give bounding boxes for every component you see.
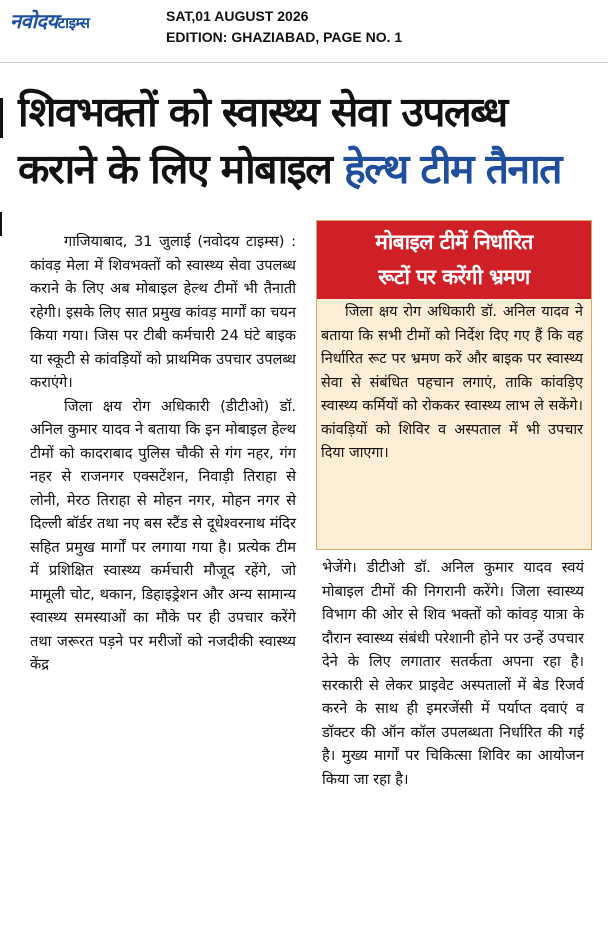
- masthead: [0, 0, 608, 52]
- headline-line-2: [18, 141, 603, 198]
- sidebox-heading-line-1: मोबाइल टीमें निर्धारित: [375, 230, 533, 254]
- article-paragraph-2: जिला क्षय रोग अधिकारी (डीटीओ) डॉ. अनिल कुमार यादव ने बताया कि इन मोबाइल हेल्थ टीमों को कादराबाद पुलिस चौकी से गंग नहर, गंग नहर से राजनगर एक्सटेंशन, निवाड़ी तिराहा से लोनी, मेरठ तिराहा से मोहन नगर, मोहन नगर से दिल्ली बॉर्डर तथा नए बस स्टैंड से दूधेश्वरनाथ मंदिर सहित प्रमुख मार्गों पर लगाया गया है। प्रत्येक टीम में प्रशिक्षित स्वास्थ्य कर्मचारी मौजूद रहेंगे, जो मामूली चोट, थकान, डिहाइड्रेशन और अन्य सामान्य स्वास्थ्य समस्याओं का मौके पर ही उपचार करेंगे तथा जरूरत पड़ने पर मरीजों को नजदीकी स्वास्थ्य केंद्र: [30, 397, 296, 673]
- article-paragraph-1: गाजियाबाद, 31 जुलाई (नवोदय टाइम्स) : कांवड़ मेला में शिवभक्तों को स्वास्थ्य सेवा उपलब्ध कराने के लिए अब मोबाइल हेल्थ टीमों भी तैनाती रहेगी। इसके लिए सात प्रमुख कांवड़ मार्गों का चयन किया गया। जिस पर टीबी कर्मचारी 24 घंटे बाइक या स्कूटी से कांवड़ियों को प्राथमिक उपचार उपलब्ध कराएंगे।: [30, 233, 296, 391]
- left-margin-mark: [0, 98, 3, 138]
- newspaper-logo: [10, 8, 138, 34]
- edition-line: EDITION: GHAZIABAD, PAGE NO. 1: [166, 29, 403, 45]
- headline: [18, 84, 603, 198]
- article-column-2: भेजेंगे। डीटीओ डॉ. अनिल कुमार यादव स्वयं मोबाइल टीमों की निगरानी करेंगे। जिला स्वास्थ्य विभाग की ओर से शिव भक्तों को कांवड़ यात्रा के दौरान स्वास्थ्य संबंधी परेशानी होने पर उन्हें उपचार देने के लिए लगातार सतर्कता अपना रहा है। सरकारी से लेकर प्राइवेट अस्पतालों में बेड रिजर्व करने के साथ ही इमरजेंसी में पर्याप्त दवाएं व डॉक्टर की ऑन कॉल उपलब्धता निर्धारित की गई है। मुख्य मार्गों पर चिकित्सा शिविर का आयोजन किया जा रहा है।: [322, 559, 584, 788]
- edition-info: [166, 6, 402, 48]
- sidebox-heading: [317, 221, 591, 299]
- article-column-1: [30, 230, 296, 677]
- headline-line-1: शिवभक्तों को स्वास्थ्य सेवा उपलब्ध: [18, 88, 507, 136]
- sidebox: [316, 220, 592, 550]
- sidebox-heading-line-2: रूटों पर करेंगी भ्रमण: [378, 265, 530, 289]
- cut-text-strip: [0, 52, 608, 63]
- headline-line-2-black: कराने के लिए मोबाइल: [18, 145, 332, 193]
- sidebox-body: जिला क्षय रोग अधिकारी डॉ. अनिल यादव ने बताया कि सभी टीमों को निर्देश दिए गए हैं कि वह निर्धारित रूट पर भ्रमण करें और बाइक पर स्वास्थ्य सेवा से संबंधित पहचान लगाएं, ताकि कांवड़िए स्वास्थ्य कर्मियों को रोककर स्वास्थ्य लाभ ले सकेंगे। कांवड़ियों को शिविर व अस्पताल में भी उपचार दिया जाएगा।: [321, 304, 583, 461]
- logo-main: नवोदय: [10, 9, 58, 33]
- left-margin-mark: [0, 212, 2, 236]
- date-line: SAT,01 AUGUST 2026: [166, 8, 309, 24]
- headline-line-2-blue: हेल्थ टीम तैनात: [344, 145, 561, 193]
- logo-sub: टाइम्स: [57, 14, 90, 32]
